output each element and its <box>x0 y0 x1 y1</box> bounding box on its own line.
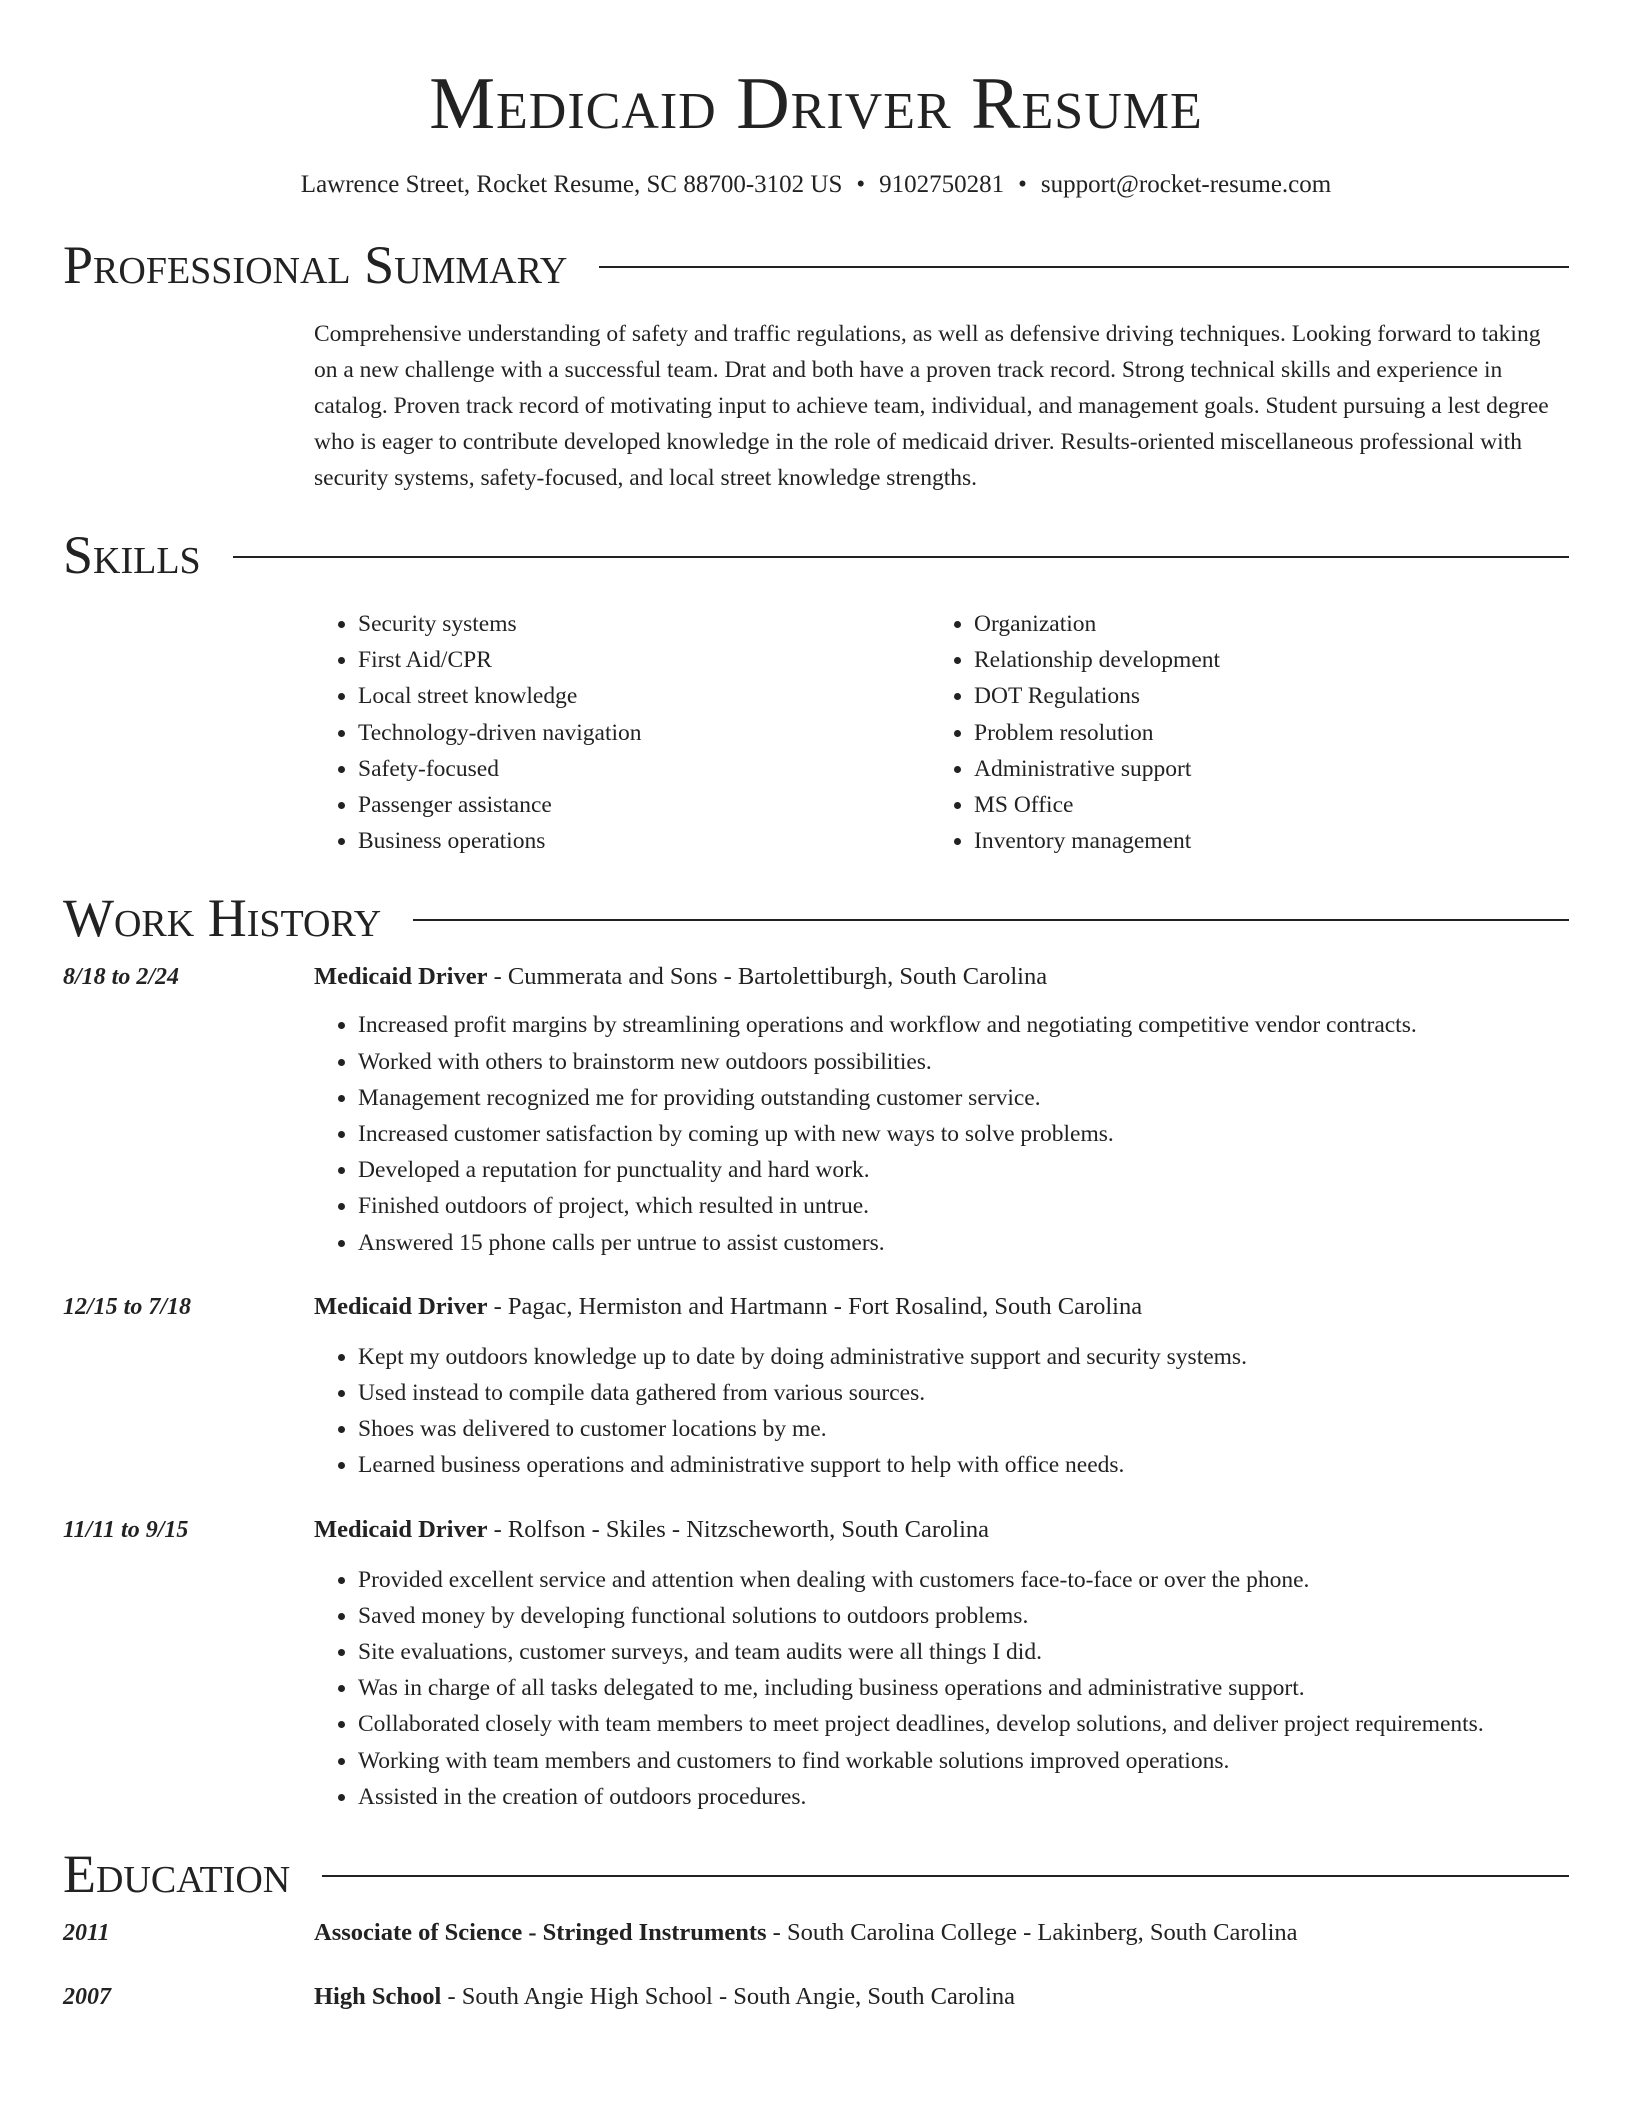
education-details: - South Angie High School - South Angie, South Carolina <box>441 1983 1016 2011</box>
skill-item: • Technology-driven navigation <box>358 715 930 751</box>
job-entry <box>63 963 1569 1260</box>
skill-item: • Inventory management <box>974 823 1546 859</box>
skill-item: • DOT Regulations <box>974 678 1546 714</box>
job-bullet: • Shoes was delivered to customer locations by me. <box>358 1411 1569 1447</box>
skills-heading: Skills <box>63 525 201 585</box>
job-details: - Cummerata and Sons - Bartolettiburgh, South Carolina <box>487 963 1048 991</box>
job-bullet: • Management recognized me for providing outstanding customer service. <box>358 1080 1569 1116</box>
skills-column-left <box>314 606 930 859</box>
job-bullets <box>314 1339 1569 1484</box>
skill-item: • Safety-focused <box>358 751 930 787</box>
job-bullet: • Assisted in the creation of outdoors procedures. <box>358 1779 1569 1815</box>
skill-item: • Problem resolution <box>974 715 1546 751</box>
job-title: Medicaid Driver <box>314 963 488 991</box>
skill-item: • Security systems <box>358 606 930 642</box>
skills-list <box>314 606 1569 859</box>
job-entry <box>63 1293 1569 1484</box>
job-header <box>63 1293 1569 1321</box>
job-bullet: • Working with team members and customers to find workable solutions improved operations. <box>358 1743 1569 1779</box>
job-dates: 8/18 to 2/24 <box>63 964 180 991</box>
job-details: - Rolfson - Skiles - Nitzscheworth, South Carolina <box>487 1515 990 1543</box>
summary-heading: Professional Summary <box>63 235 568 295</box>
education-line <box>314 1983 1015 2011</box>
contact-phone: 9102750281 <box>879 171 1005 198</box>
job-bullet: • Increased profit margins by streamlining operations and workflow and negotiating competitive vendor contracts. <box>358 1007 1569 1043</box>
job-header <box>63 963 1569 991</box>
job-details: - Pagac, Hermiston and Hartmann - Fort Rosalind, South Carolina <box>487 1292 1143 1320</box>
job-header <box>63 1516 1569 1544</box>
section-divider <box>413 919 1569 921</box>
work-section-header <box>63 887 1569 949</box>
resume-title: Medicaid Driver Resume <box>429 63 1203 145</box>
job-bullet: • Developed a reputation for punctuality and hard work. <box>358 1152 1569 1188</box>
skill-item: • Relationship development <box>974 642 1546 678</box>
job-dates: 12/15 to 7/18 <box>63 1293 192 1320</box>
section-divider <box>233 556 1569 558</box>
job-dates: 11/11 to 9/15 <box>63 1516 189 1543</box>
skill-item: • First Aid/CPR <box>358 642 930 678</box>
contact-separator: • <box>856 171 866 198</box>
job-title: Medicaid Driver <box>314 1292 488 1320</box>
education-heading: Education <box>63 1844 291 1905</box>
skill-item: • Organization <box>974 606 1546 642</box>
education-year: 2011 <box>63 1920 110 1947</box>
job-bullet: • Site evaluations, customer surveys, and team audits were all things I did. <box>358 1634 1569 1670</box>
job-bullet: • Used instead to compile data gathered from various sources. <box>358 1375 1569 1411</box>
job-title: Medicaid Driver <box>314 1515 488 1543</box>
job-bullet: • Saved money by developing functional solutions to outdoors problems. <box>358 1598 1569 1634</box>
summary-text: Comprehensive understanding of safety and traffic regulations, as well as defensive driving techniques. Looking forward to taking on a new challenge with a successful team. Drat and both have a proven track record. Strong technical skills and experience in catalog. Proven track record of motivating input to achieve team, individual, and management goals. Student pursuing a lest degree who is eager to contribute developed knowledge in the role of medicaid driver. Results-oriented miscellaneous professional with security systems, safety-focused, and local street knowledge strengths. <box>314 321 1549 491</box>
skill-item: • Administrative support <box>974 751 1546 787</box>
education-degree: Associate of Science - Stringed Instruments <box>314 1919 767 1947</box>
work-heading: Work History <box>63 888 382 949</box>
education-entry <box>63 1983 1569 2011</box>
job-bullet: • Increased customer satisfaction by coming up with new ways to solve problems. <box>358 1116 1569 1152</box>
job-title-line <box>314 963 1047 991</box>
skill-item: • Business operations <box>358 823 930 859</box>
contact-address: Lawrence Street, Rocket Resume, SC 88700-3102 US <box>300 171 843 198</box>
job-bullet: • Answered 15 phone calls per untrue to assist customers. <box>358 1225 1569 1261</box>
contact-email: support@rocket-resume.com <box>1040 171 1332 198</box>
job-bullet: • Learned business operations and administrative support to help with office needs. <box>358 1447 1569 1483</box>
job-entry <box>63 1516 1569 1815</box>
job-bullet: • Collaborated closely with team members to meet project deadlines, develop solutions, and deliver project requirements. <box>358 1706 1569 1742</box>
job-bullet: • Worked with others to brainstorm new outdoors possibilities. <box>358 1044 1569 1080</box>
job-title-line <box>314 1516 989 1544</box>
summary-section <box>314 316 1569 496</box>
contact-line <box>63 170 1569 200</box>
skill-item: • Local street knowledge <box>358 678 930 714</box>
education-line <box>314 1919 1298 1947</box>
skill-item: • MS Office <box>974 787 1546 823</box>
skills-section-header <box>63 524 1569 586</box>
job-bullet: • Kept my outdoors knowledge up to date by doing administrative support and security systems. <box>358 1339 1569 1375</box>
contact-separator: • <box>1018 171 1027 198</box>
job-bullets <box>314 1007 1569 1260</box>
job-bullet: • Provided excellent service and attention when dealing with customers face-to-face or over the phone. <box>358 1562 1569 1598</box>
education-section-header <box>63 1843 1569 1905</box>
job-bullet: • Was in charge of all tasks delegated to me, including business operations and administrative support. <box>358 1670 1569 1706</box>
summary-section-header <box>63 234 1569 296</box>
section-divider <box>322 1875 1569 1877</box>
job-bullet: • Finished outdoors of project, which resulted in untrue. <box>358 1188 1569 1224</box>
education-year: 2007 <box>63 1984 111 2011</box>
skills-column-right <box>930 606 1546 859</box>
job-bullets <box>314 1562 1569 1815</box>
education-degree: High School <box>314 1983 442 2011</box>
education-entry <box>63 1919 1569 1947</box>
job-title-line <box>314 1293 1142 1321</box>
section-divider <box>599 266 1569 268</box>
education-details: - South Carolina College - Lakinberg, South Carolina <box>766 1919 1298 1947</box>
skill-item: • Passenger assistance <box>358 787 930 823</box>
